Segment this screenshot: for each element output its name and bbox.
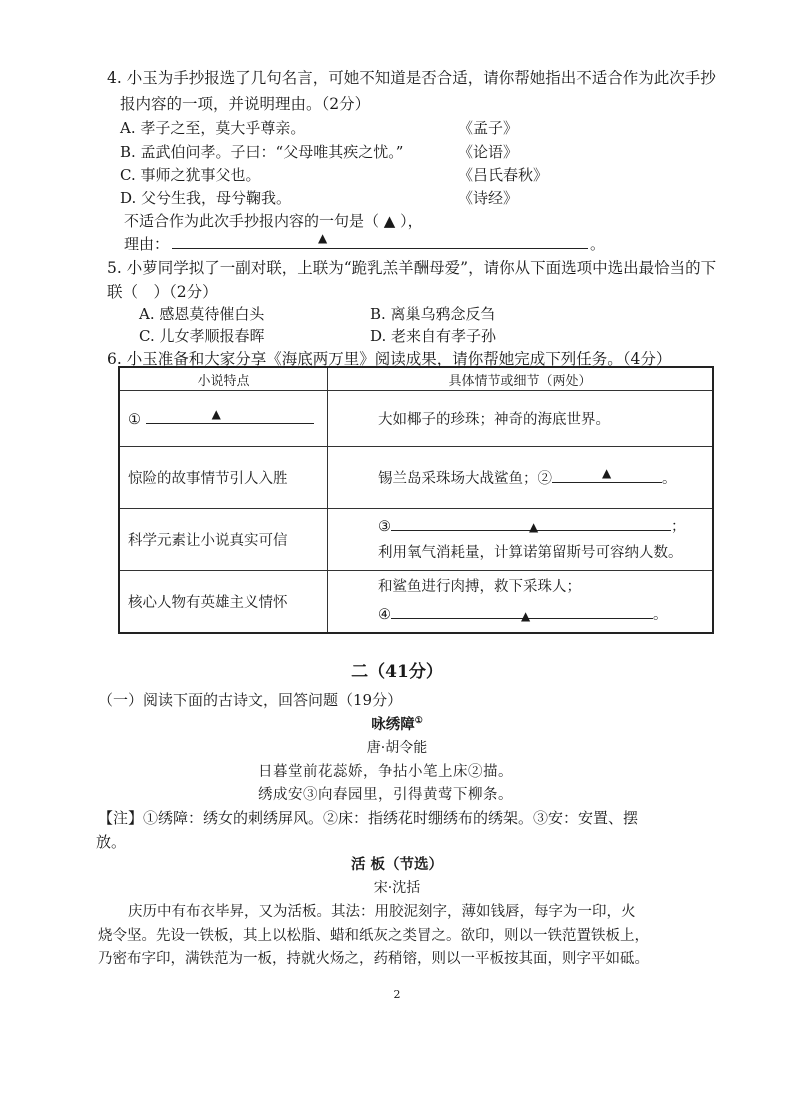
q5-option-d: D. 老来自有孝子孙 — [370, 327, 497, 345]
q4-stem-line2: 报内容的一项，并说明理由。（2分） — [120, 95, 371, 113]
q4-reason-end: 。 — [590, 235, 606, 253]
prose-title: 活 板（节选） — [350, 856, 444, 873]
q6-blank-4[interactable] — [391, 604, 653, 624]
q6-blank-1[interactable] — [146, 409, 314, 424]
section2-part1: （一）阅读下面的古诗文，回答问题（19分） — [98, 691, 403, 709]
prose-line3: 乃密布字印，满铁范为一板，持就火炀之，药稍镕，则以一平板按其面，则字平如砥。 — [98, 951, 649, 967]
q6-row4-feature: 核心人物有英雄主义情怀 — [119, 571, 328, 633]
q6-row2-feature: 惊险的故事情节引人入胜 — [119, 447, 328, 509]
triangle-icon: ▲ — [521, 609, 531, 624]
q6-row3-detail — [328, 509, 714, 571]
q6-task-table — [118, 366, 714, 634]
q6-row4-marker: ④ — [378, 607, 391, 624]
q6-blank-3[interactable] — [391, 516, 671, 534]
poem-line2: 绣成安③向春园里，引得黄莺下柳条。 — [258, 787, 513, 803]
q6-row3-marker: ③ — [378, 518, 391, 535]
poem-title-text: 咏绣障 — [371, 716, 415, 733]
q4-option-c-source: 《吕氏春秋》 — [458, 166, 549, 184]
q4-reason-blank[interactable] — [172, 248, 588, 249]
notes-line1: 【注】①绣障：绣女的刺绣屏风。②床：指绣花时绷绣布的绣架。③安：安置、摆 — [98, 809, 639, 827]
q5-stem-line2: 联（ ）（2分） — [107, 283, 218, 301]
triangle-icon: ▲ — [211, 407, 221, 421]
q6-row4-end: 。 — [653, 607, 668, 624]
poem-title — [0, 713, 794, 734]
q4-option-d-source: 《诗经》 — [458, 189, 519, 207]
q4-option-c: C. 事师之犹事父也。 — [120, 166, 261, 184]
poem-note-mark: ① — [414, 716, 423, 727]
q6-row2-detail-text: 锡兰岛采珠场大战鲨鱼；② — [378, 471, 552, 487]
q6-row3-detail2: 利用氧气消耗量，计算诺第留斯号可容纳人数。 — [378, 544, 683, 561]
q6-row2-end: 。 — [662, 471, 677, 487]
q5-option-a: A. 感恩莫待催白头 — [139, 305, 265, 323]
q4-reason-label: 理由： — [124, 235, 170, 253]
triangle-icon: ▲ — [602, 466, 612, 480]
q6-row3-feature: 科学元素让小说真实可信 — [119, 509, 328, 571]
q4-option-b-source: 《论语》 — [458, 143, 519, 161]
q5-option-c: C. 儿女孝顺报春晖 — [139, 327, 265, 345]
q6-row4-detail1: 和鲨鱼进行肉搏，救下采珠人； — [378, 579, 581, 596]
q6-blank-2[interactable] — [552, 468, 662, 483]
q4-option-d: D. 父兮生我，母兮鞠我。 — [120, 189, 292, 207]
q6-header-feature: 小说特点 — [119, 367, 328, 391]
poem-author: 唐·胡令能 — [366, 740, 428, 756]
q6-row1-feature — [119, 391, 328, 447]
triangle-icon: ▲ — [529, 519, 539, 534]
q6-row2-detail — [328, 447, 714, 509]
q4-stem-line1: 4. 小玉为手抄报选了几句名言，可她不知道是否合适，请你帮她指出不适合作为此次手抄 — [107, 69, 716, 87]
prose-line2: 烧令坚。先设一铁板，其上以松脂、蜡和纸灰之类冒之。欲印，则以一铁范置铁板上， — [98, 928, 649, 944]
q6-row1-detail: 大如椰子的珍珠；神奇的海底世界。 — [328, 391, 714, 447]
poem-line1: 日暮堂前花蕊娇，争拈小笔上床②描。 — [258, 764, 513, 780]
q6-row3-semicolon: ； — [671, 518, 686, 535]
page-number: 2 — [393, 988, 401, 1001]
section2-title: 二（41分） — [351, 662, 443, 682]
q6-row4-detail — [328, 571, 714, 633]
table-row — [119, 509, 713, 571]
q5-option-b: B. 离巢乌鸦念反刍 — [370, 305, 496, 323]
q4-answer-prompt: 不适合作为此次手抄报内容的一句是（ ▲ ）， — [124, 212, 423, 230]
notes-line2: 放。 — [96, 833, 127, 851]
table-row — [119, 447, 713, 509]
q4-reason-triangle-icon: ▲ — [318, 231, 328, 245]
table-row — [119, 571, 713, 633]
table-row — [119, 391, 713, 447]
prose-author: 宋·沈括 — [373, 880, 421, 896]
q4-option-b: B. 孟武伯问孝。子曰：“父母唯其疾之忧。” — [120, 143, 404, 161]
q5-stem-line1: 5. 小萝同学拟了一副对联，上联为“跪乳羔羊酬母爱”，请你从下面选项中选出最恰当的下 — [107, 259, 717, 277]
q6-row1-marker: ① — [128, 412, 141, 428]
q4-option-a-source: 《孟子》 — [458, 119, 519, 137]
q6-header-detail: 具体情节或细节（两处） — [328, 367, 714, 391]
prose-line1: 庆历中有布衣毕昇，又为活板。其法：用胶泥刻字，薄如钱唇，每字为一印，火 — [128, 904, 636, 920]
q6-stem: 6. 小玉准备和大家分享《海底两万里》阅读成果，请你帮她完成下列任务。（4分） — [107, 350, 672, 368]
q4-option-a: A. 孝子之至，莫大乎尊亲。 — [120, 119, 306, 137]
